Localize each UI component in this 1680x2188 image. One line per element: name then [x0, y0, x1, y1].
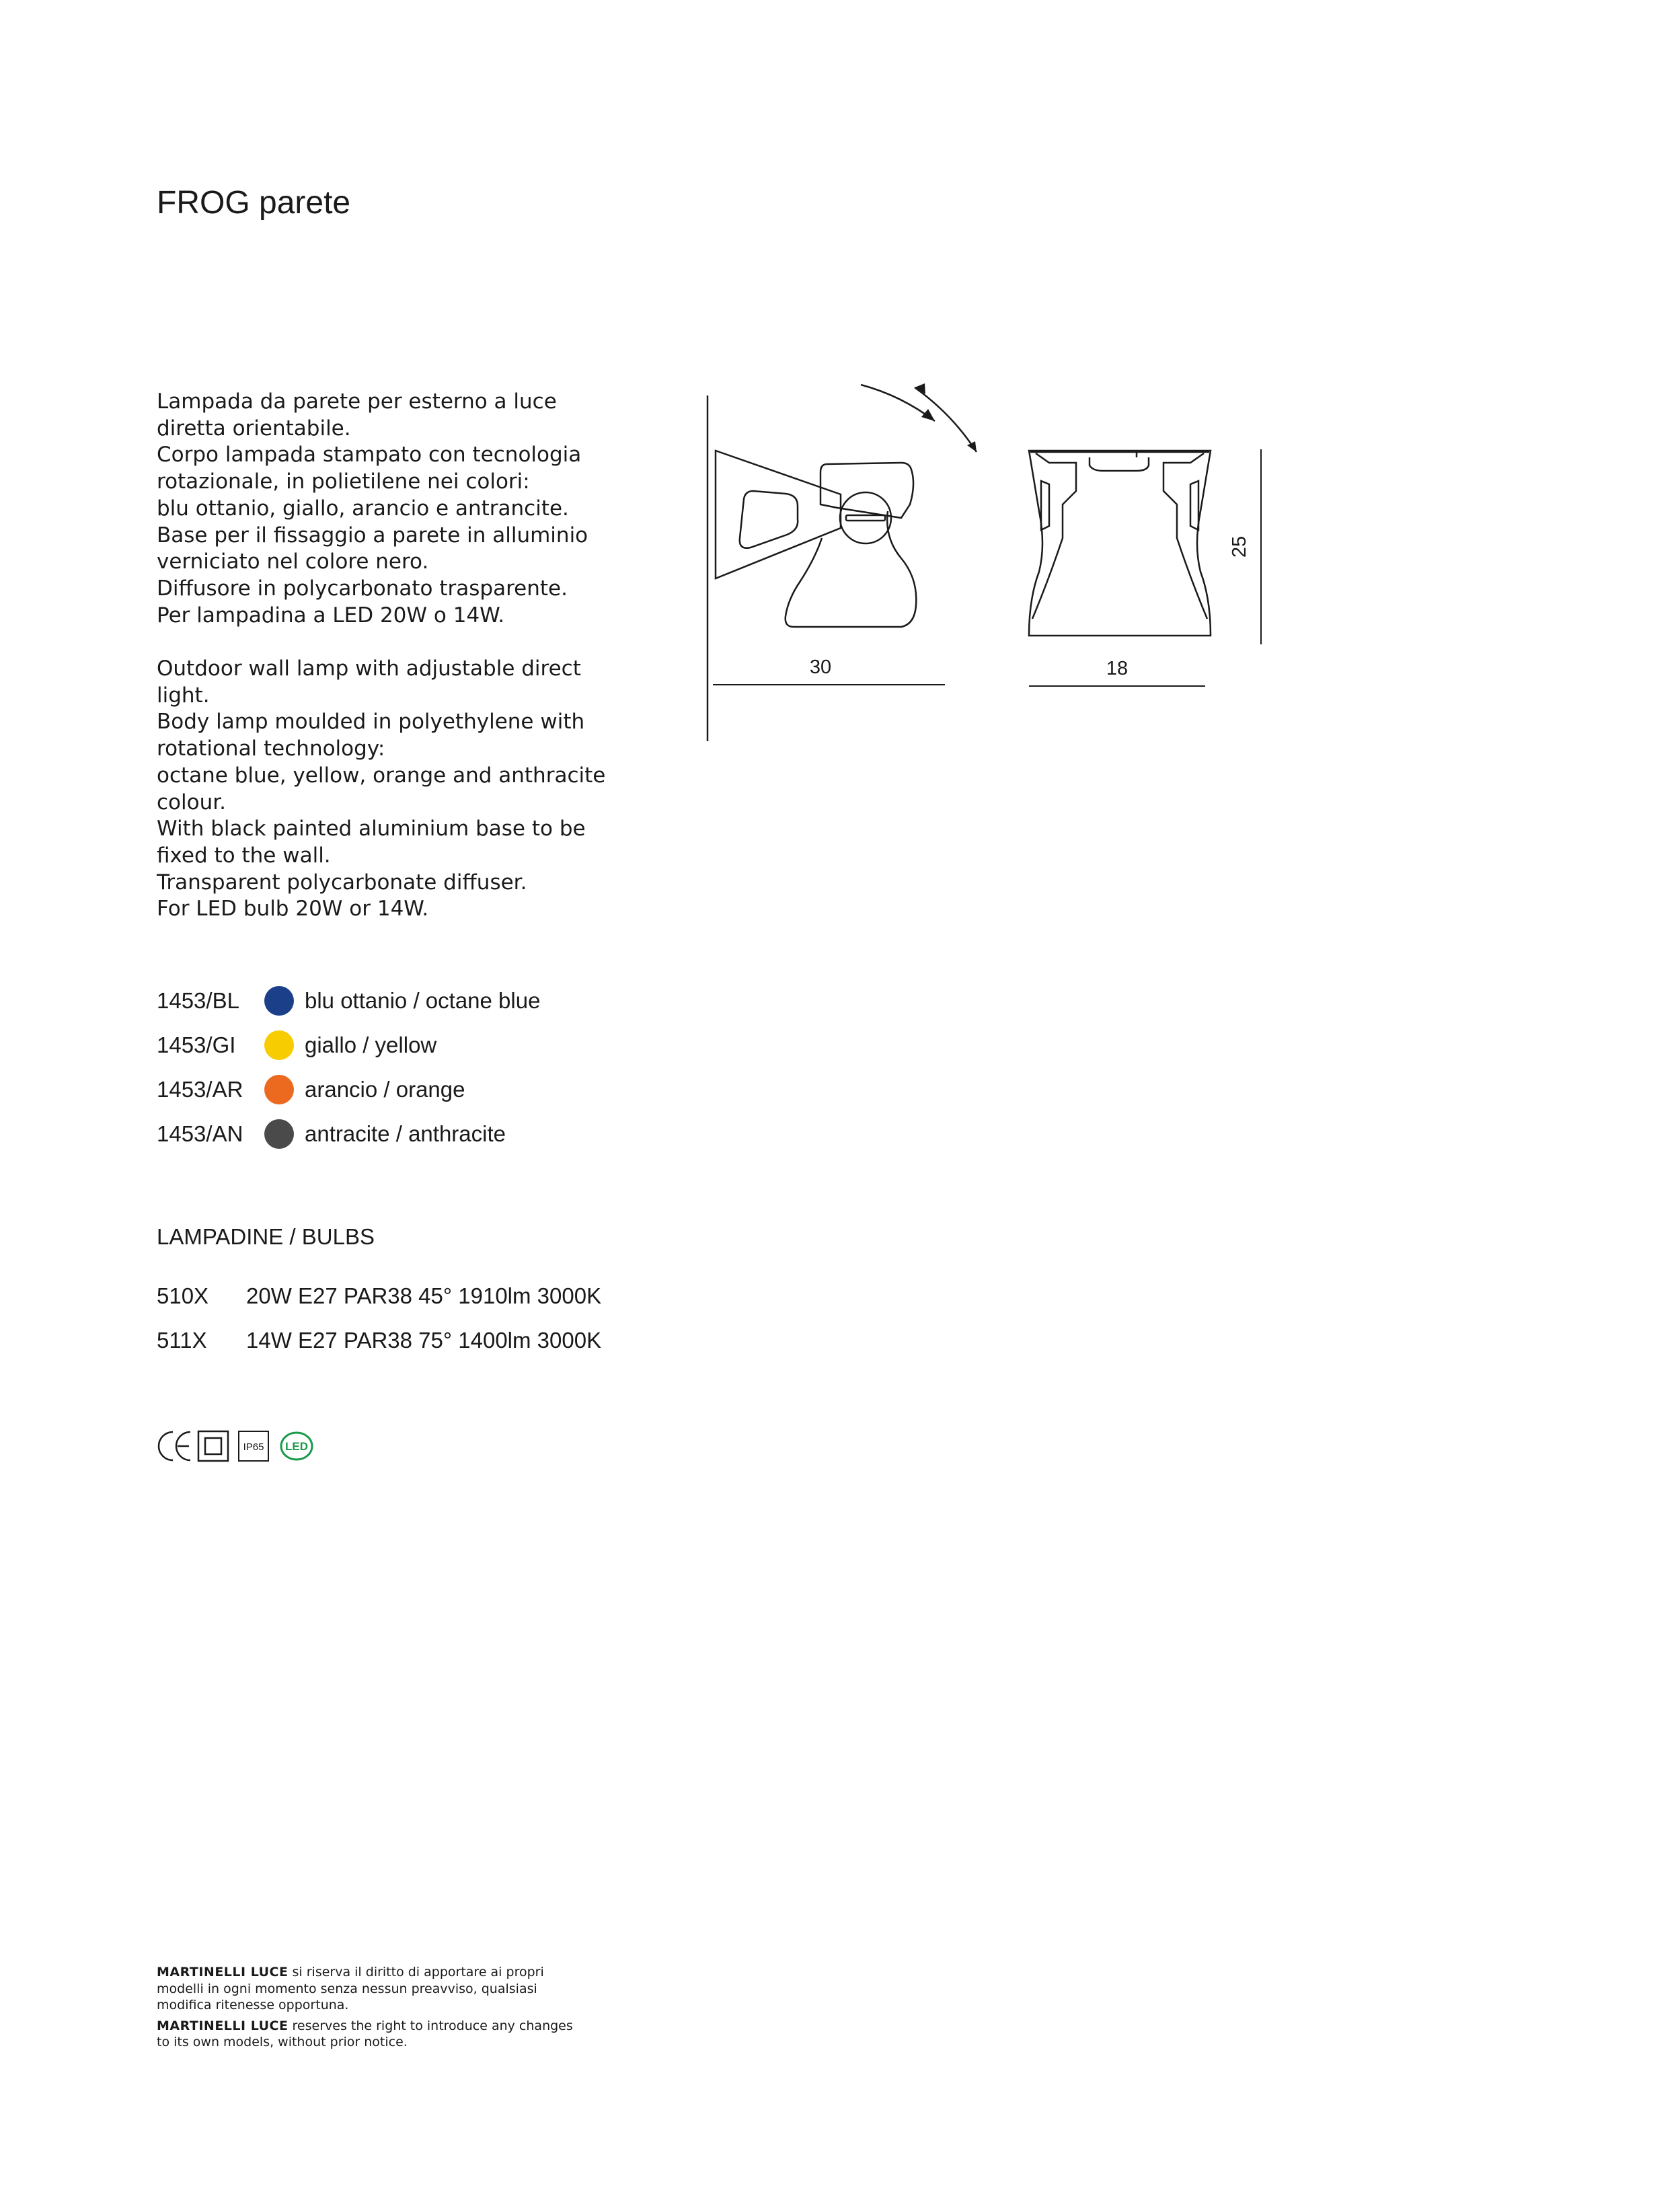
led-icon — [281, 1433, 312, 1460]
description-en-line: fixed to the wall. — [157, 843, 331, 868]
product-description — [157, 389, 641, 923]
color-name: arancio / orange — [305, 1077, 465, 1102]
description-en-line: For LED bulb 20W or 14W. — [157, 897, 429, 921]
lamp-body-side — [820, 463, 913, 518]
page-title: FROG parete — [157, 185, 351, 221]
brand-name: MARTINELLI LUCE — [157, 2018, 289, 2033]
color-code: 1453/AN — [157, 1121, 243, 1146]
description-it-line: rotazionale, in polietilene nei colori: — [157, 469, 530, 494]
color-swatch — [264, 986, 294, 1016]
color-name: blu ottanio / octane blue — [305, 988, 541, 1013]
legal-notice-en — [157, 2018, 587, 2051]
color-name: giallo / yellow — [305, 1032, 437, 1057]
description-it-line: Diffusore in polycarbonato trasparente. — [157, 576, 568, 601]
color-swatch — [264, 1030, 294, 1060]
description-it-line: blu ottanio, giallo, arancio e antrancite. — [157, 496, 569, 521]
color-name: antracite / anthracite — [305, 1121, 506, 1146]
rotation-arrow-up — [915, 387, 977, 452]
lamp-front-top-right — [1163, 453, 1207, 619]
legal-text-en: reserves the right to introduce any changes to its own models, without prior notice. — [157, 2018, 573, 2049]
legal-text-it: si riserva il diritto di apportare ai propri modelli in ogni momento senza nessun preavviso, qualsiasi modifica ritenesse opportuna. — [157, 1965, 544, 2012]
lamp-shade-side — [786, 511, 917, 627]
description-en-line: With black painted aluminium base to be — [157, 817, 586, 841]
knob-slot — [846, 515, 885, 521]
double-insulation-icon — [198, 1431, 228, 1461]
rotation-knob — [840, 492, 891, 543]
legal-notice-it — [157, 1964, 587, 2014]
lamp-front-top — [1032, 453, 1076, 619]
bulbs-heading: LAMPADINE / BULBS — [157, 1224, 375, 1249]
bracket-cutout — [740, 491, 798, 548]
description-it-line: diretta orientabile. — [157, 416, 351, 441]
description-italian — [157, 389, 641, 629]
description-en-line: Body lamp moulded in polyethylene with — [157, 710, 585, 734]
description-en-line: light. — [157, 683, 210, 708]
dimension-width-side: 30 — [809, 656, 832, 678]
dimension-height: 25 — [1229, 535, 1250, 558]
color-code: 1453/BL — [157, 988, 239, 1013]
color-code: 1453/GI — [157, 1032, 236, 1057]
color-swatch — [264, 1119, 294, 1149]
legal-notice — [157, 1964, 587, 2055]
description-en-line: octane blue, yellow, orange and anthracite — [157, 763, 606, 788]
bulb-code: 510X — [157, 1283, 209, 1308]
description-it-line: Corpo lampada stampato con tecnologia — [157, 443, 582, 467]
brand-name: MARTINELLI LUCE — [157, 1965, 289, 1979]
description-en-line: colour. — [157, 790, 226, 815]
technical-drawing — [699, 377, 1278, 747]
ip65-label: IP65 — [243, 1441, 264, 1453]
bulb-spec: 14W E27 PAR38 75° 1400lm 3000K — [246, 1328, 602, 1353]
ce-mark-icon — [159, 1432, 190, 1460]
certification-marks — [157, 1429, 332, 1463]
led-label: LED — [285, 1440, 308, 1453]
description-it-line: Per lampadina a LED 20W o 14W. — [157, 603, 505, 628]
bulb-spec: 20W E27 PAR38 45° 1910lm 3000K — [246, 1283, 602, 1308]
color-code: 1453/AR — [157, 1077, 243, 1102]
ip65-icon — [239, 1431, 268, 1461]
description-it-line: verniciato nel colore nero. — [157, 550, 429, 574]
description-english — [157, 656, 641, 923]
description-en-line: Transparent polycarbonate diffuser. — [157, 870, 527, 895]
bulb-code: 511X — [157, 1328, 207, 1353]
dimension-width-front: 18 — [1106, 658, 1129, 679]
description-it-line: Lampada da parete per esterno a luce — [157, 389, 557, 414]
description-en-line: Outdoor wall lamp with adjustable direct — [157, 656, 581, 681]
wall-bracket — [716, 451, 841, 578]
description-it-line: Base per il fissaggio a parete in alluminio — [157, 523, 588, 548]
lamp-front-outline — [1029, 451, 1211, 636]
description-en-line: rotational technology: — [157, 737, 385, 761]
color-swatch — [264, 1075, 294, 1104]
